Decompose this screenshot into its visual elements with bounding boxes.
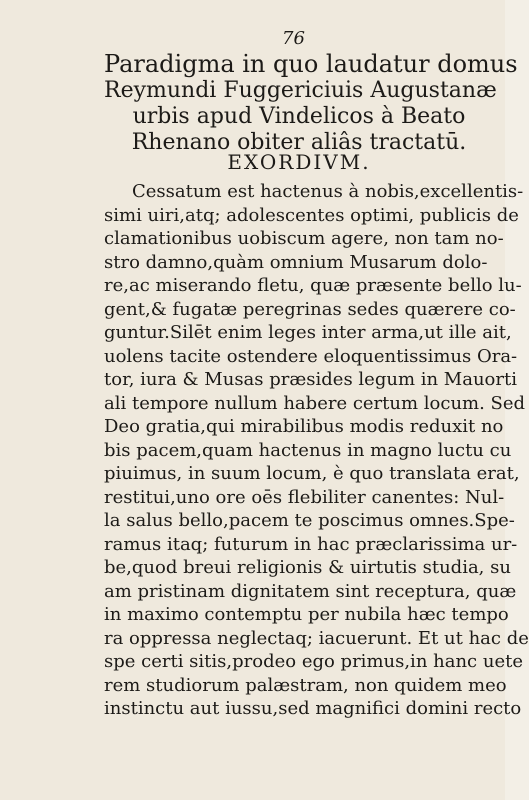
title-line: Rhenano obiter aliâs tractatū. — [131, 130, 467, 155]
body-line: guntur.Silēt enim leges inter arma,ut ille ait, — [104, 322, 512, 343]
title-line: Paradigma in quo laudatur domus — [104, 50, 518, 78]
body-line: uolens tacite ostendere eloquentissimus Ora- — [104, 345, 518, 367]
body-line: bis pacem,quam hactenus in magno luctu cu — [104, 439, 512, 461]
title-line: Reymundi Fuggericiuis Augustanæ — [104, 78, 497, 103]
body-line: stro damno,quàm omnium Musarum dolo- — [104, 251, 488, 273]
body-line: piuimus, in suum locum, è quo translata erat, — [104, 463, 520, 484]
body-line: ra oppressa neglectaq; iacuerunt. Et ut hac de — [104, 627, 529, 649]
body-line: be,quod breui religionis & uirtutis studia, su — [104, 557, 511, 578]
section-heading: EXORDIVM. — [227, 150, 371, 174]
body-line: instinctu aut iussu,sed magnifici domini recto — [104, 698, 522, 719]
body-line: am pristinam dignitatem sint receptura, quæ — [104, 580, 517, 602]
body-line: in maximo contemptu per nubila hæc tempo — [104, 604, 509, 625]
body-line: ramus itaq; futurum in hac præclarissima ur- — [104, 533, 518, 555]
body-line: rem studiorum palæstram, non quidem meo — [104, 674, 507, 696]
body-line: Deo gratia,qui mirabilibus modis reduxit no — [104, 416, 504, 437]
body-line: ali tempore nullum habere certum locum. Sed — [104, 392, 526, 414]
title-line: urbis apud Vindelicos à Beato — [132, 104, 466, 129]
body-line: clamationibus uobiscum agere, non tam no- — [104, 228, 504, 249]
body-line: spe certi sitis,prodeo ego primus,in hanc uete — [104, 651, 523, 672]
body-line: re,ac miserando fletu, quæ præsente bello lu- — [104, 275, 522, 296]
title-block — [104, 50, 518, 156]
body-line: la salus bello,pacem te poscimus omnes.Spe- — [104, 510, 515, 531]
body-line: simi uiri,atq; adolescentes optimi, publicis de — [104, 204, 519, 226]
body-line: tor, iura & Musas præsides legum in Mauorti — [104, 369, 517, 390]
body-line: Cessatum est hactenus à nobis,excellentis- — [132, 181, 524, 202]
body-line: gent,& fugatæ peregrinas sedes quærere co- — [104, 298, 516, 320]
body-text — [104, 180, 529, 721]
page-number: 76 — [282, 28, 305, 49]
body-line: restitui,uno ore oēs flebiliter canentes: Nul- — [104, 486, 505, 508]
